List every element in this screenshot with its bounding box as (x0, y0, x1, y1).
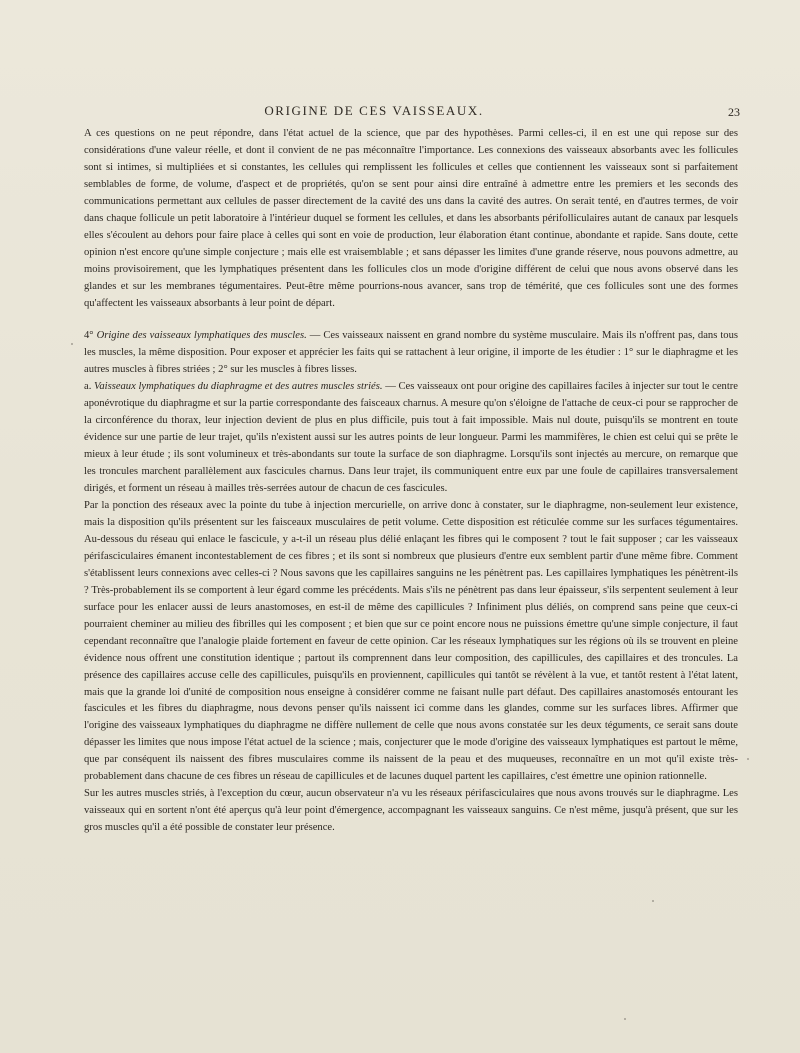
paragraph-text: — Ces vaisseaux ont pour origine des capillaires faciles à injecter sur tout le centre aponévrotique du diaphragme et sur la partie correspondante des faisceaux charnus. A mesure qu'on s'éloigne de l'attache de ceux-ci pour se rapprocher de la circonférence du thorax, leur injection devient de plus en plus difficile, puis tout à fait impossible. Mais nul doute, puisqu'ils se montrent en toute évidence sur une partie de leur trajet, qu'ils n'existent aussi sur les autres points de leur longueur. Parmi les mammifères, le chien est celui qui se prête le mieux à leur étude ; ils sont volumineux et très-abondants sur toute la surface de son diaphragme. Lorsqu'ils sont injectés au mercure, on remarque que les troncules marchent parallèlement aux fascicules charnus. Dans leur trajet, ils communiquent entre eux par une foule de capillaires transversalement dirigés, et forment un réseau à mailles très-serrées autour de chacun de ces fascicules. (84, 381, 738, 495)
subsection-letter: a. (84, 381, 95, 393)
paragraph-text: Par la ponction des réseaux avec la pointe du tube à injection mercurielle, on arrive donc à constater, sur le diaphragme, non-seulement leur existence, mais la disposition qu'ils présentent sur les faisceaux musculaires de petit volume. Cette disposition est réticulée comme sur les surfaces tégumentaires. Au-dessous du réseau qui enlace le fascicule, y a-t-il un réseau plus délié enlaçant les fibres qui le composent ? tout le fait supposer ; car les vaisseaux périfasciculaires émanent incontestablement de ces fibres ; et ils sont si nombreux que plusieurs d'entre eux semblent partir d'une même fibre. Comment s'établissent leurs connexions avec celles-ci ? Nous savons que les capillaires sanguins ne les pénètrent pas. Les capillaires lymphatiques les pénètrent-ils ? Très-probablement ils se comportent à leur égard comme les précédents. Mais s'ils ne pénètrent pas dans leur épaisseur, s'ils serpentent seulement à leur surface pour les enlacer aussi de leurs anastomoses, en est-il de même des capillicules ? Infiniment plus déliés, on comprend sans peine que ceux-ci pourraient cheminer au milieu des fibrilles qui les composent ; et bien que sur ce point encore nous ne puissions émettre qu'une simple conjecture, il faut cependant reconnaître que l'analogie plaide fortement en faveur de cette opinion. Car les réseaux lymphatiques sur les régions où ils se trouvent en pleine évidence nous offrent une constitution identique ; partout ils comprennent dans leur composition, des capillicules, des capillaires et des troncules. La présence des capillaires accuse celle des capillicules, puisqu'ils en proviennent, capillicules qui tantôt se révèlent à la vue, et tantôt restent à l'état latent, mais que la grande loi d'unité de composition nous enseigne à considérer comme ne faisant nulle part défaut. Des capillaires anastomosés entourant les fascicules et les fibres du diaphragme, nous devons penser qu'ils naissent ici comme dans les glandes, comme sur les surfaces libres. Affirmer que l'origine des vaisseaux lymphatiques du diaphragme ne diffère nullement de celle que nous avons constatée sur les deux téguments, ce serait sans doute dépasser les limites que nous impose l'état actuel de la science ; mais, conjecturer que le mode d'origine des vaisseaux lymphatiques est partout le même, que par conséquent ils naissent des fibres musculaires comme ils naissent de la peau et des muqueuses, reconnaître en un mot qu'il existe très-probablement dans chacune de ces fibres un réseau de capillicules et de lacunes duquel partent les capillaires, c'est émettre une opinion rationnelle. (84, 500, 738, 783)
running-head (84, 103, 664, 123)
paragraph-ponction (84, 498, 738, 786)
paragraph-intro (84, 126, 738, 312)
paper-spot (652, 900, 654, 902)
paragraph-text: Sur les autres muscles striés, à l'exception du cœur, aucun observateur n'a vu les réseaux périfasciculaires que nous avons trouvés sur le diaphragme. Les vaisseaux qui en sortent n'ont été aperçus qu'à leur point d'émergence, accompagnant les vaisseaux sanguins. Ce n'est même, jusqu'à présent, que sur les gros muscles qu'il a été possible de constater leur présence. (84, 788, 738, 834)
paragraph-text: A ces questions on ne peut répondre, dans l'état actuel de la science, que par des hypothèses. Parmi celles-ci, il en est une qui repose sur des considérations d'une valeur réelle, et dont il convient de ne pas méconnaître l'importance. Les connexions des vaisseaux absorbants avec les follicules sont si intimes, si multipliées et si constantes, les cellules qui remplissent les follicules et celles que contiennent les vaisseaux sont si parfaitement semblables de forme, de volume, d'aspect et de propriétés, qu'on se sent pour ainsi dire entraîné à admettre entre les premiers et les seconds des communications permettant aux cellules de passer directement de la cavité des uns dans la cavité des autres. On serait tenté, en d'autres termes, de voir dans chaque follicule un petit laboratoire à l'intérieur duquel se forment les cellules, et dans les absorbants périfolliculaires autant de canaux par lesquels elles s'écoulent au dehors pour faire place à celles qui sont en voie de production, leur élaboration étant continue, abondante et rapide. Sans doute, cette opinion n'est encore qu'une simple conjecture ; mais elle est vraisemblable ; et sans dépasser les limites d'une grande réserve, nous pouvons admettre, au moins provisoirement, que les lymphatiques présentent dans les follicules clos un mode d'origine différent de celui que nous avons observé dans les glandes et sur les membranes tégumentaires. Peut-être même pourrions-nous avancer, sans trop de témérité, que ces follicules sont une des formes qu'affectent les vaisseaux absorbants à leur point de départ. (84, 128, 738, 309)
paper-spot (624, 1018, 626, 1020)
page-number: 23 (728, 105, 740, 119)
section-heading: Origine des vaisseaux lymphatiques des muscles. (96, 330, 307, 342)
paragraph-text: — Ces vaisseaux naissent en grand nombre du système musculaire. Mais ils n'offrent pas, dans tous les muscles, la même disposition. Pour exposer et apprécier les faits qui se rattachent à leur origine, il importe de les étudier : 1° sur le diaphragme et les autres muscles à fibres striées ; 2° sur les muscles à fibres lisses. (84, 330, 739, 376)
section-number: 4° (84, 330, 97, 342)
paragraph-other-muscles (84, 786, 738, 837)
subsection-heading: Vaisseaux lymphatiques du diaphragme et des autres muscles striés. (94, 381, 383, 393)
running-title: ORIGINE DE CES VAISSEAUX. (264, 103, 484, 118)
body-text (84, 126, 738, 837)
paragraph-subsection-a (84, 379, 738, 498)
paper-spot (71, 343, 73, 345)
paper-spot (747, 758, 749, 760)
paragraph-section-4 (84, 328, 738, 379)
